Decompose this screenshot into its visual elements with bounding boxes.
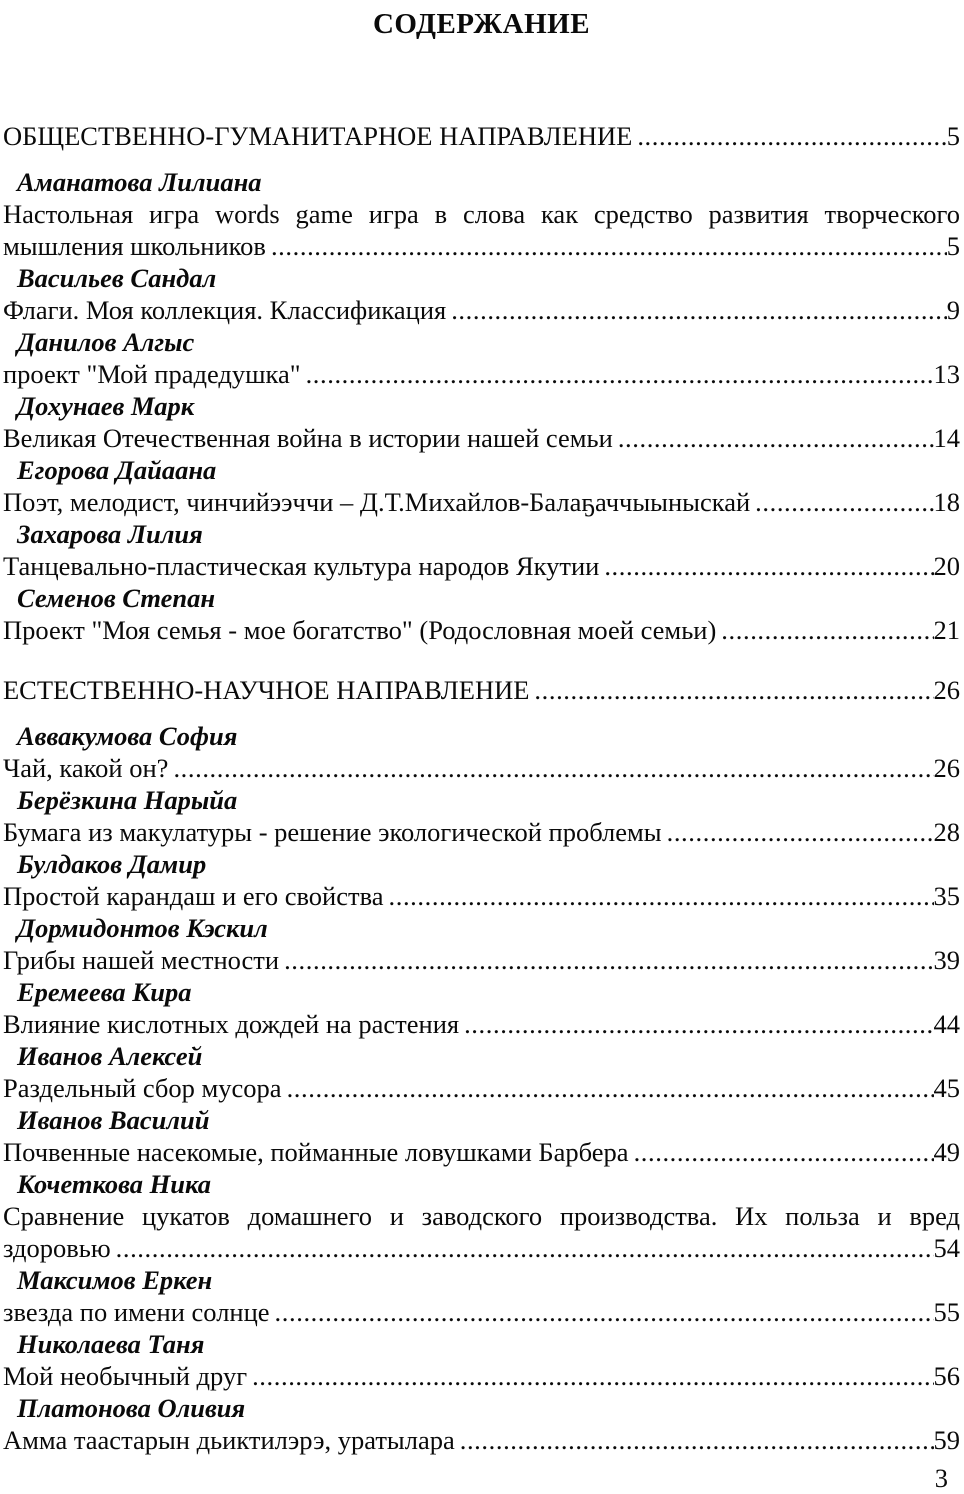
entry-page-number: 59 [933,1425,960,1455]
author-name: Захарова Лилия [17,519,203,549]
toc-entry [3,1264,960,1328]
entry-page-number: 55 [933,1297,960,1327]
page-title: СОДЕРЖАНИЕ [372,8,591,40]
entry-title-text: Поэт, мелодист, чинчийээччи – Д.Т.Михайлов-Балаҕаччыыныскай [3,487,751,517]
entry-title-text: Влияние кислотных дождей на растения [3,1009,460,1039]
entry-title-text: Почвенные насекомые, пойманные ловушками Барбера [3,1137,629,1167]
entry-page-number: 56 [933,1361,960,1391]
entry-title-line [3,1360,960,1392]
entry-page-number: 9 [946,295,960,325]
entry-page-number: 35 [933,881,960,911]
section-heading-text: ЕСТЕСТВЕННО-НАУЧНОЕ НАПРАВЛЕНИЕ [3,675,530,705]
entry-title-text: проект "Мой прадедушка" [3,359,301,389]
author-name: Аввакумова София [17,721,238,751]
author-name: Данилов Алгыс [17,327,195,357]
entry-title-line [3,486,960,518]
entry-title-line [3,294,960,326]
toc-entry [3,1328,960,1392]
toc-entry [3,326,960,390]
dot-leader [632,120,946,152]
dot-leader [716,614,933,646]
entry-page-number: 39 [933,945,960,975]
toc-entry [3,262,960,326]
entry-page-number: 13 [933,359,960,389]
author-name: Васильев Сандал [17,263,217,293]
author-name: Еремеева Кира [17,977,192,1007]
entry-page-number: 45 [933,1073,960,1103]
entry-title-text: Раздельный сбор мусора [3,1073,282,1103]
entry-title-line [3,614,960,646]
entry-title-line [3,1232,960,1264]
entry-title-line [3,752,960,784]
toc-entry [3,1168,960,1264]
entry-title-text: Великая Отечественная война в истории нашей семьи [3,423,613,453]
toc-entry [3,784,960,848]
dot-leader [266,230,947,262]
author-name: Дормидонтов Кэскил [17,913,268,943]
entry-title-text: звезда по имени солнце [3,1297,270,1327]
entry-title-line [3,1136,960,1168]
author-name: Иванов Алексей [17,1041,203,1071]
author-name: Николаева Таня [17,1329,205,1359]
section-heading-text: ОБЩЕСТВЕННО-ГУМАНИТАРНОЕ НАПРАВЛЕНИЕ [3,121,633,151]
toc-entry [3,1104,960,1168]
section-page-number: 26 [933,675,960,705]
entry-title-line [3,880,960,912]
author-name: Берёзкина Нарыйа [17,785,238,815]
entry-title-text: Флаги. Моя коллекция. Классификация [3,295,447,325]
author-name: Семенов Степан [17,583,216,613]
toc-entry [3,848,960,912]
dot-leader [111,1232,934,1264]
toc-entry [3,518,960,582]
dot-leader [662,816,934,848]
dot-leader [247,1360,933,1392]
section-page-number: 5 [946,121,960,151]
entry-page-number: 20 [933,551,960,581]
toc-entry [3,582,960,646]
entry-page-number: 54 [933,1233,960,1263]
entry-title-line [3,358,960,390]
toc-entry [3,166,960,262]
entry-title-text: Танцевально-пластическая культура народов Якутии [3,551,600,581]
entry-page-number: 5 [946,231,960,261]
entry-title-text: Бумага из макулатуры - решение экологической проблемы [3,817,662,847]
dot-leader [750,486,933,518]
toc-entry [3,1040,960,1104]
dot-leader [529,674,933,706]
section-natural-science [3,674,960,1456]
dot-leader [282,1072,934,1104]
dot-leader [168,752,933,784]
entry-title-wrap-line: Сравнение цукатов домашнего и заводского производства. Их польза и вред [3,1201,960,1231]
dot-leader [384,880,934,912]
toc-entry [3,454,960,518]
section-heading [3,120,960,152]
section-humanities [3,120,960,646]
dot-leader [613,422,934,454]
author-name: Аманатова Лилиана [17,167,262,197]
dot-leader [446,294,947,326]
entry-title-line [3,422,960,454]
entry-title-text: Грибы нашей местности [3,945,280,975]
folio-page-number: 3 [934,1463,948,1493]
toc-entry [3,720,960,784]
entry-title-text: Амма таастарын дьиктилэрэ, уратылара [3,1425,455,1455]
entry-title-text: мышления школьников [3,231,266,261]
entry-title-line [3,816,960,848]
toc-entry [3,1392,960,1456]
author-name: Дохунаев Марк [17,391,195,421]
dot-leader [270,1296,934,1328]
entry-page-number: 18 [933,487,960,517]
entry-page-number: 26 [933,753,960,783]
author-name: Максимов Еркен [17,1265,213,1295]
entry-title-line [3,1424,960,1456]
author-name: Иванов Василий [17,1105,210,1135]
author-name: Платонова Оливия [17,1393,246,1423]
toc-entry [3,912,960,976]
entry-title-text: Чай, какой он? [3,753,169,783]
entry-title-line [3,1296,960,1328]
dot-leader [279,944,933,976]
toc-entry [3,976,960,1040]
entry-page-number: 49 [933,1137,960,1167]
entry-title-line [3,944,960,976]
dot-leader [629,1136,934,1168]
entry-title-text: Простой карандаш и его свойства [3,881,384,911]
section-heading [3,674,960,706]
entry-page-number: 28 [933,817,960,847]
dot-leader [301,358,934,390]
entry-page-number: 14 [933,423,960,453]
entry-title-wrap-line: Настольная игра words game игра в слова как средство развития творческого [3,199,960,229]
entry-title-line [3,550,960,582]
entry-title-line [3,230,960,262]
dot-leader [455,1424,934,1456]
author-name: Булдаков Дамир [17,849,207,879]
entry-page-number: 21 [933,615,960,645]
entry-title-text: Проект "Моя семья - мое богатство" (Родословная моей семьи) [3,615,717,645]
entry-title-line [3,1072,960,1104]
toc-entry [3,390,960,454]
entry-title-text: здоровью [3,1233,111,1263]
entry-title-line [3,1008,960,1040]
dot-leader [459,1008,933,1040]
author-name: Кочеткова Ника [17,1169,212,1199]
dot-leader [599,550,933,582]
entry-page-number: 44 [933,1009,960,1039]
author-name: Егорова Дайаана [17,455,217,485]
entry-title-text: Мой необычный друг [3,1361,248,1391]
